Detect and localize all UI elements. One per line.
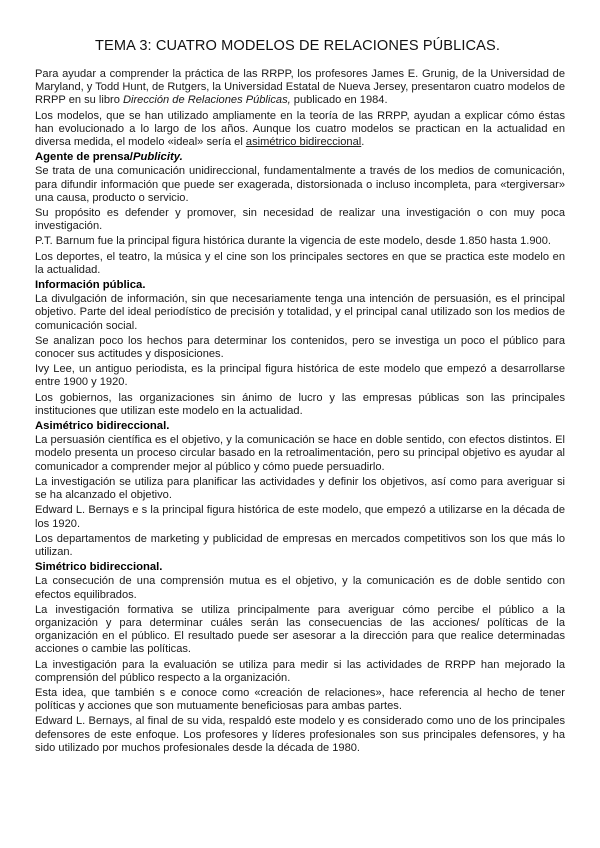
section-paragraph: La investigación se utiliza para planificar las actividades y definir los objetivos, así como para averiguar si se ha alcanzado el objetivo. xyxy=(35,475,565,502)
section-paragraph: Los departamentos de marketing y publicidad de empresas en mercados competitivos son los que más lo utilizan. xyxy=(35,532,565,558)
document-title: TEMA 3: CUATRO MODELOS DE RELACIONES PÚBLICAS. xyxy=(95,38,500,54)
section-paragraph: La investigación para la evaluación se utiliza para medir si las actividades de RRPP han mejorado la comprensión del público respecto a la organización. xyxy=(35,658,565,684)
section-heading xyxy=(35,420,565,433)
document-page xyxy=(35,38,565,757)
section-paragraph: Se analizan poco los hechos para determinar los contenidos, pero se investiga un poco el público para conocer sus actitudes y disposiciones. xyxy=(35,334,565,361)
section-paragraph: La persuasión científica es el objetivo, y la comunicación se hace en doble sentido, con efectos distintos. El modelo presenta un proceso circular basado en la retroalimentación, pero su principal objetivo es ayudar al comunicador a comprender mejor al público y cómo puede persuadirlo. xyxy=(35,434,565,473)
intro-paragraph xyxy=(35,110,565,150)
heading-text: Información pública. xyxy=(35,279,146,292)
section-paragraph: Edward L. Bernays e s la principal figura histórica de este modelo, que empezó a utilizarse en la década de los 1920. xyxy=(35,504,565,530)
section-paragraph: P.T. Barnum fue la principal figura histórica durante la vigencia de este modelo, desde 1.850 hasta 1.900. xyxy=(35,235,551,248)
intro-text: Para ayudar a comprender la práctica de las RRPP, los profesores James E. Grunig, de la Universidad de Maryland, y Todd Hunt, de Rutgers, la Universidad Estatal de Nueva Jersey, presentaron cuatro modelos de RRPP en su libro xyxy=(35,68,565,107)
heading-text: Asimétrico bidireccional. xyxy=(35,420,170,433)
section-heading xyxy=(35,561,565,574)
intro-text: Los modelos, que se han utilizado ampliamente en la teoría de las RRPP, ayudan a explicar cómo éstas han evolucionado a lo largo de los años. Aunque los cuatro modelos se practican en la actualidad en diversa medida, el modelo «ideal» sería el xyxy=(35,109,565,149)
heading-text: Simétrico bidireccional. xyxy=(35,561,163,574)
book-title: Dirección de Relaciones Públicas, xyxy=(122,94,291,107)
ideal-model-underline: asimétrico bidireccional xyxy=(245,136,362,149)
section-paragraph: Esta idea, que también s e conoce como «creación de relaciones», hace referencia al hecho de tener políticas y acciones que son mutuamente beneficiosas para ambas partes. xyxy=(35,686,565,713)
section-heading xyxy=(35,279,565,292)
section-paragraph: La consecución de una comprensión mutua es el objetivo, y la comunicación es de doble sentido con efectos equilibrados. xyxy=(35,575,565,601)
section-paragraph: Se trata de una comunicación unidireccional, fundamentalmente a través de los medios de comunicación, para difundir información que puede ser exagerada, distorsionada o incluso incompleta, para «tergiversar» una causa, producto o servicio. xyxy=(35,165,565,204)
section-paragraph: Ivy Lee, un antiguo periodista, es la principal figura histórica de este modelo que empezó a desarrollarse entre 1900 y 1920. xyxy=(35,363,565,389)
intro-paragraph xyxy=(35,68,565,108)
section-paragraph: Los gobiernos, las organizaciones sin ánimo de lucro y las empresas públicas son las principales instituciones que utilizan este modelo en la actualidad. xyxy=(35,391,565,417)
heading-text: Agente de prensa/ xyxy=(35,151,133,164)
section-paragraph: Los deportes, el teatro, la música y el cine son los principales sectores en que se practica este modelo en la actualidad. xyxy=(35,250,565,276)
intro-text-end: . xyxy=(361,136,365,149)
section-paragraph: Edward L. Bernays, al final de su vida, respaldó este modelo y es considerado como uno de los principales defensores de este enfoque. Los profesores y líderes profesionales son sus principales defensores, y ha sido utilizado por muchos profesionales desde la década de 1980. xyxy=(35,715,565,754)
section-paragraph: Su propósito es defender y promover, sin necesidad de realizar una investigación o con muy poca investigación. xyxy=(35,207,565,233)
intro-text-end: publicado en 1984. xyxy=(290,94,388,107)
heading-italic: Publicity. xyxy=(132,151,183,164)
section-paragraph: La investigación formativa se utiliza principalmente para averiguar cómo percibe el público a la organización y para determinar cuáles serán las consecuencias de las acciones/ políticas de la organización en el público. El resultado puede ser asesorar a la dirección para que realice determinadas acciones o cambie las políticas. xyxy=(35,603,565,656)
section-paragraph: La divulgación de información, sin que necesariamente tenga una intención de persuasión, es el principal objetivo. Parte del ideal periodístico de precisión y totalidad, y el principal canal utilizado son los medios de comunicación social. xyxy=(35,293,565,332)
section-heading xyxy=(35,151,565,164)
